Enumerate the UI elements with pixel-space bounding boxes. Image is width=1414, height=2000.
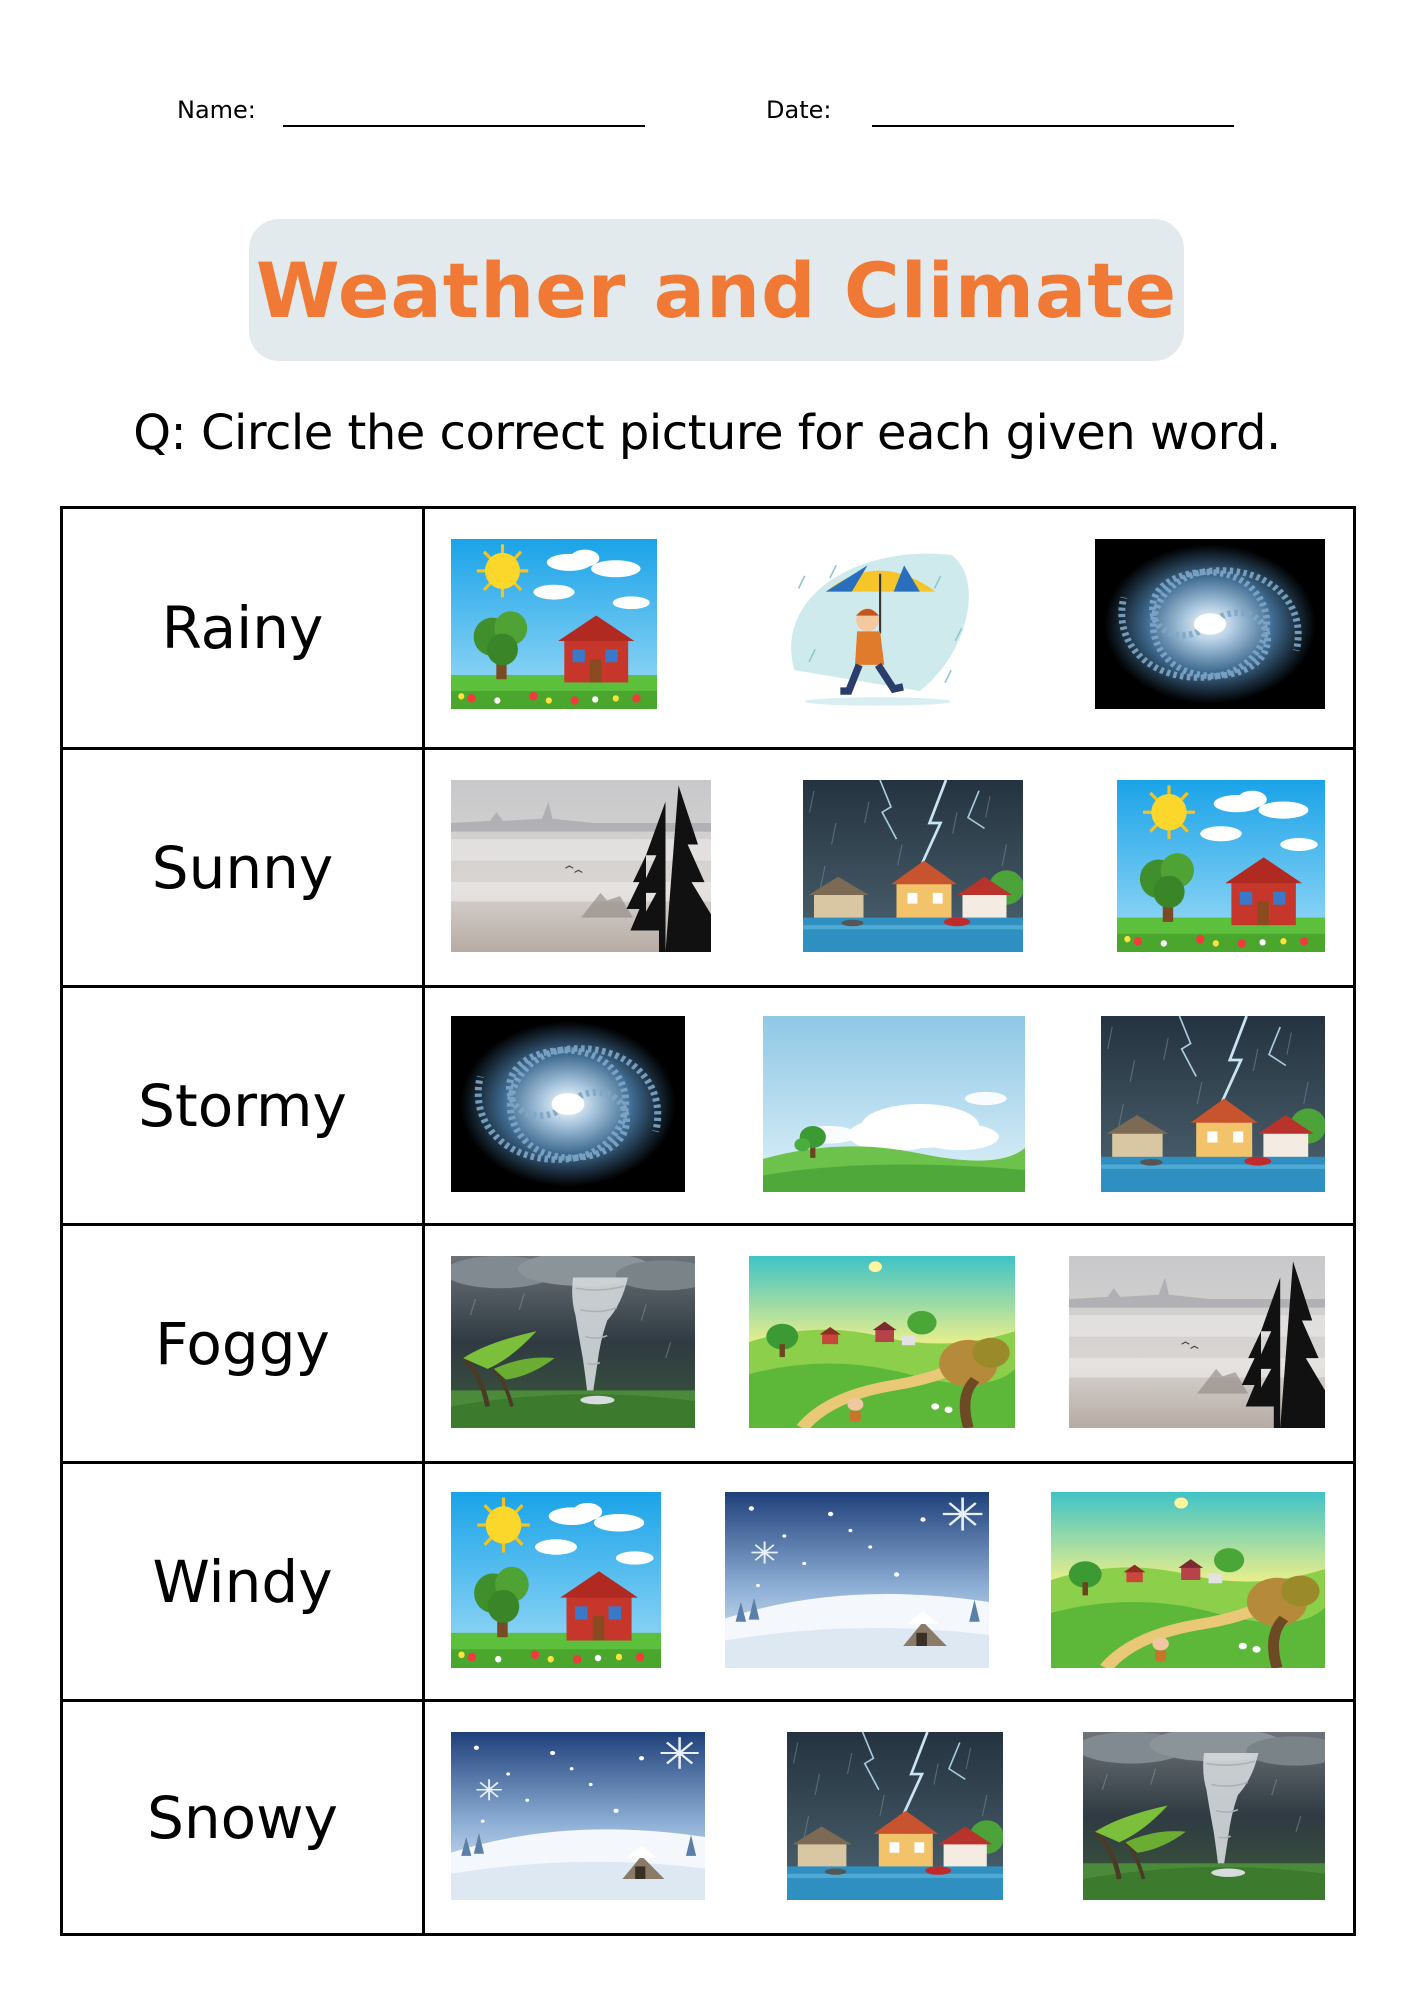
stormy-picture[interactable]	[803, 780, 1023, 952]
word-cell: Sunny	[63, 750, 425, 985]
word-cell: Stormy	[63, 988, 425, 1223]
sunny-picture[interactable]	[451, 1492, 661, 1668]
word-cell: Foggy	[63, 1226, 425, 1461]
foggy-picture[interactable]	[1069, 1256, 1325, 1428]
worksheet-row	[63, 509, 1353, 747]
stormy-picture[interactable]	[787, 1732, 1003, 1900]
windy-picture[interactable]	[1083, 1732, 1325, 1900]
clear-sky-picture[interactable]	[763, 1016, 1025, 1192]
snowy-picture[interactable]	[451, 1732, 705, 1900]
snowy-picture[interactable]	[725, 1492, 989, 1668]
worksheet-row	[63, 747, 1353, 985]
date-label: Date:	[766, 96, 832, 124]
worksheet-row	[63, 985, 1353, 1223]
foggy-picture[interactable]	[451, 780, 711, 952]
sunny-picture[interactable]	[451, 539, 657, 709]
galaxy-picture[interactable]	[1095, 539, 1325, 709]
countryside-picture[interactable]	[1051, 1492, 1325, 1668]
date-line[interactable]	[872, 125, 1234, 127]
word-cell: Windy	[63, 1464, 425, 1699]
sunny-picture[interactable]	[1117, 780, 1325, 952]
countryside-picture[interactable]	[749, 1256, 1015, 1428]
name-line[interactable]	[283, 125, 645, 127]
windy-picture[interactable]	[451, 1256, 695, 1428]
stormy-picture[interactable]	[1101, 1016, 1325, 1192]
page-title: Weather and Climate	[255, 245, 1178, 335]
worksheet-row	[63, 1461, 1353, 1699]
word-cell: Snowy	[63, 1702, 425, 1933]
title-banner	[249, 219, 1184, 361]
question-text: Q: Circle the correct picture for each given word.	[133, 405, 1281, 461]
name-label: Name:	[177, 96, 256, 124]
worksheet-row	[63, 1699, 1353, 1933]
galaxy-picture[interactable]	[451, 1016, 685, 1192]
worksheet-grid	[60, 506, 1356, 1936]
worksheet-row	[63, 1223, 1353, 1461]
rainy-picture[interactable]	[763, 534, 993, 712]
word-cell: Rainy	[63, 509, 425, 747]
